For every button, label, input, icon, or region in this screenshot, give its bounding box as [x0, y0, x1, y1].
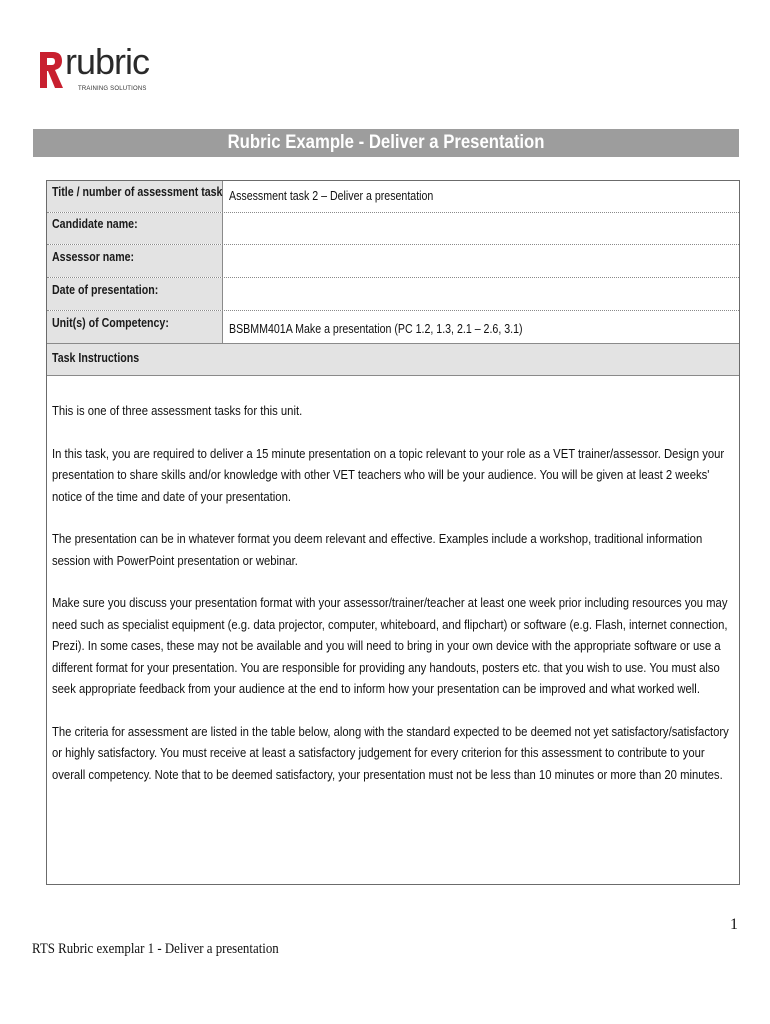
task-instructions-heading: Task Instructions	[52, 351, 140, 365]
field-label-cell	[47, 245, 223, 277]
instruction-paragraph: The presentation can be in whatever format you deem relevant and effective. Examples include a workshop, traditional information session with PowerPoint presentation or webinar.	[52, 531, 703, 568]
page-number: 1	[730, 916, 738, 933]
field-label-cell	[47, 311, 223, 343]
field-value-task-title: Assessment task 2 – Deliver a presentation	[229, 189, 434, 203]
field-row-unit	[47, 311, 739, 344]
document-title: Rubric Example - Deliver a Presentation	[227, 132, 545, 153]
field-label-cell	[47, 278, 223, 310]
task-instructions-header	[47, 344, 739, 376]
rubric-r-logo-icon	[38, 50, 64, 90]
footer-text: RTS Rubric exemplar 1 - Deliver a presentation	[32, 941, 279, 957]
field-label-assessor-name: Assessor name:	[52, 250, 135, 264]
field-label-task-title: Title / number of assessment task	[52, 185, 223, 199]
field-label-date: Date of presentation:	[52, 283, 159, 297]
task-instructions-body	[52, 400, 744, 806]
instruction-paragraph: This is one of three assessment tasks for this unit.	[52, 403, 303, 418]
instruction-paragraph: Make sure you discuss your presentation format with your assessor/trainer/teacher at least one week prior including resources you may need such as specialist equipment (e.g. data projector, computer, whiteboard, and flipchart) or software (e.g. Flash, internet connection, Prezi). In some cases, these may not be available and you will need to bring in your own device with the appropriate software or use a different format for your presentation. You are responsible for providing any handouts, posters etc. that you wish to use. You must also seek appropriate feedback from your audience at the end to inform how your presentation can be improved and what worked well.	[52, 595, 728, 696]
rubric-logo	[38, 41, 158, 100]
field-row-candidate-name	[47, 213, 739, 245]
logo-wordmark: rubric	[65, 41, 150, 82]
document-title-bar	[33, 129, 739, 157]
field-label-candidate-name: Candidate name:	[52, 217, 138, 231]
field-row-task-title	[47, 181, 739, 213]
field-label-cell	[47, 213, 223, 244]
field-value-unit: BSBMM401A Make a presentation (PC 1.2, 1.3, 2.1 – 2.6, 3.1)	[229, 322, 523, 336]
field-row-date	[47, 278, 739, 311]
instruction-paragraph: In this task, you are required to deliver a 15 minute presentation on a topic relevant to your role as a VET trainer/assessor. Design your presentation to share skills and/or knowledge with other VET teachers who will be your audience. You will be given at least 2 weeks' notice of the time and date of your presentation.	[52, 445, 725, 504]
field-label-unit: Unit(s) of Competency:	[52, 316, 169, 330]
instruction-paragraph: The criteria for assessment are listed in the table below, along with the standard expected to be deemed not yet satisfactory/satisfactory or highly satisfactory. You must receive at least a satisfactory judgement for every criterion for this assessment to contribute to your overall competency. Note that to be deemed satisfactory, your presentation must not be less than 10 minutes or more than 20 minutes.	[52, 723, 729, 782]
field-label-cell	[47, 181, 223, 212]
field-row-assessor-name	[47, 245, 739, 278]
logo-tagline: TRAINING SOLUTIONS	[78, 86, 147, 92]
